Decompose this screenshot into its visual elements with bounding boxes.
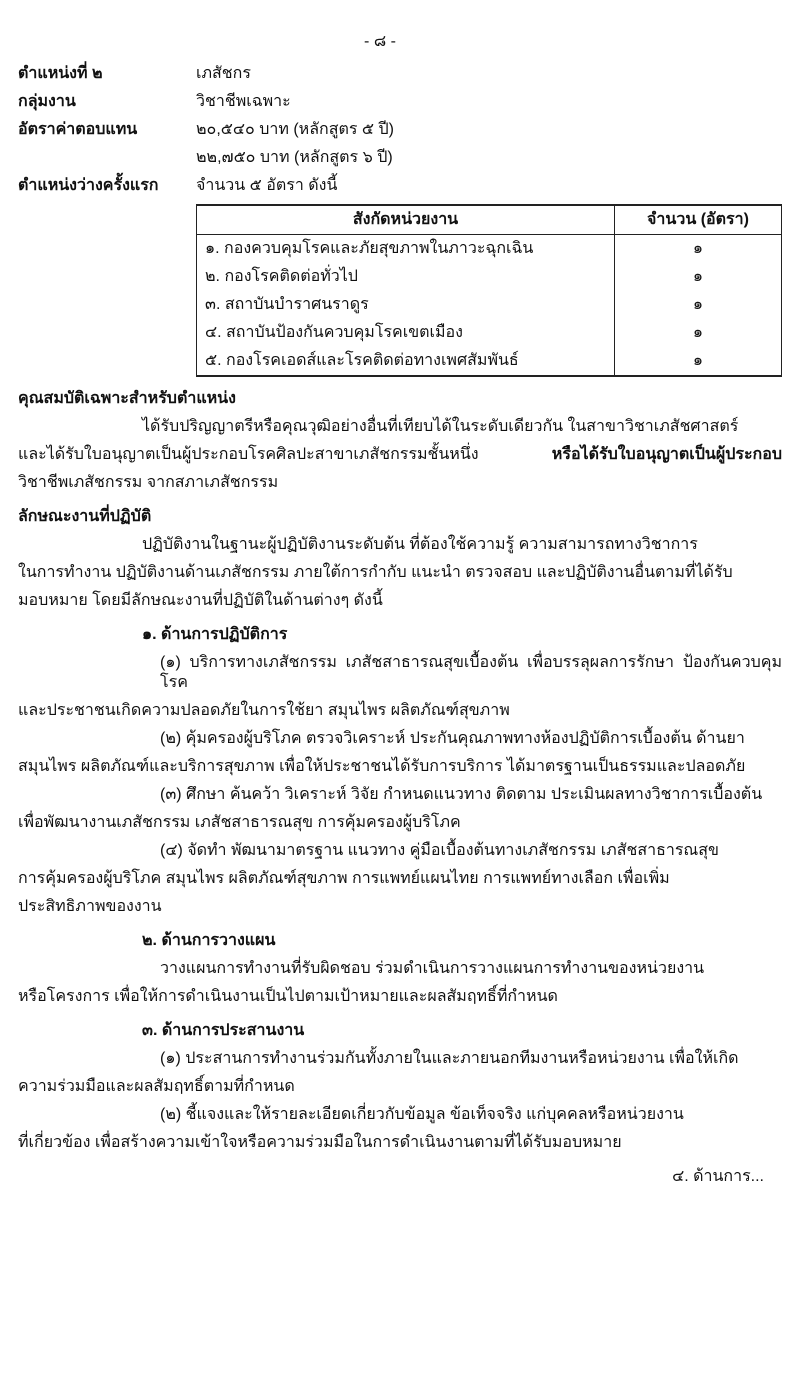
section-1-line: (๒) คุ้มครองผู้บริโภค ตรวจวิเคราะห์ ประกันคุณภาพทางห้องปฏิบัติการเบื้องต้น ด้านยา: [160, 730, 745, 747]
vacancy-row: [18, 176, 782, 196]
qualifications-line: [18, 445, 782, 465]
section-3-line: (๒) ชี้แจงและให้รายละเอียดเกี่ยวกับข้อมูล ข้อเท็จจริง แก่บุคคลหรือหน่วยงาน: [160, 1106, 684, 1123]
section-3-line: (๑) ประสานการทำงานร่วมกันทั้งภายในและภายนอกทีมงานหรือหน่วยงาน เพื่อให้เกิด: [160, 1050, 739, 1067]
count-cell: ๑: [615, 235, 782, 264]
section-3-heading: ๓. ด้านการประสานงาน: [142, 1022, 305, 1039]
vacancy-value: จำนวน ๕ อัตรา ดังนี้: [196, 177, 338, 194]
duties-heading: ลักษณะงานที่ปฏิบัติ: [18, 508, 152, 525]
qualifications-or-text: หรือได้รับใบอนุญาตเป็นผู้ประกอบ: [551, 446, 782, 463]
pay-value-2: ๒๒,๗๕๐ บาท (หลักสูตร ๖ ปี): [196, 149, 393, 166]
section-1-line: (๔) จัดทำ พัฒนามาตรฐาน แนวทาง คู่มือเบื้องต้นทางเภสัชกรรม เภสัชสาธารณสุข: [160, 842, 719, 859]
count-cell: ๑: [615, 291, 782, 319]
table-row: [197, 263, 782, 291]
vacancy-table: [196, 204, 782, 377]
section-2-heading: ๒. ด้านการวางแผน: [142, 932, 276, 949]
group-value: วิชาชีพเฉพาะ: [196, 93, 291, 110]
table-row: [197, 319, 782, 347]
header-count: จำนวน (อัตรา): [615, 205, 782, 235]
section-3-line: ที่เกี่ยวข้อง เพื่อสร้างความเข้าใจหรือความร่วมมือในการดำเนินงานตามที่ได้รับมอบหมาย: [18, 1134, 622, 1151]
unit-cell: ๓. สถาบันบำราศนราดูร: [197, 291, 615, 319]
section-1-line: การคุ้มครองผู้บริโภค สมุนไพร ผลิตภัณฑ์สุขภาพ การแพทย์แผนไทย การแพทย์ทางเลือก เพื่อเพิ่ม: [18, 870, 670, 887]
duties-line: มอบหมาย โดยมีลักษณะงานที่ปฏิบัติในด้านต่างๆ ดังนี้: [18, 592, 383, 609]
continued-note: ๔. ด้านการ...: [672, 1168, 764, 1185]
unit-cell: ๕. กองโรคเอดส์และโรคติดต่อทางเพศสัมพันธ์: [197, 347, 615, 376]
unit-cell: ๒. กองโรคติดต่อทั่วไป: [197, 263, 615, 291]
count-cell: ๑: [615, 347, 782, 376]
qualifications-heading: คุณสมบัติเฉพาะสำหรับตำแหน่ง: [18, 390, 236, 407]
count-cell: ๑: [615, 263, 782, 291]
section-1-line: (๓) ศึกษา ค้นคว้า วิเคราะห์ วิจัย กำหนดแนวทาง ติดตาม ประเมินผลทางวิชาการเบื้องต้น: [160, 786, 763, 803]
duties-line: ในการทำงาน ปฏิบัติงานด้านเภสัชกรรม ภายใต้การกำกับ แนะนำ ตรวจสอบ และปฏิบัติงานอื่นตามที่ได้รับ: [18, 564, 733, 581]
vacancy-label: ตำแหน่งว่างครั้งแรก: [18, 177, 159, 194]
section-1-line: (๑) บริการทางเภสัชกรรม เภสัชสาธารณสุขเบื้องต้น เพื่อบรรลุผลการรักษา ป้องกันควบคุมโรค: [160, 654, 782, 691]
table-header: [197, 205, 782, 235]
group-label: กลุ่มงาน: [18, 93, 76, 110]
section-1-line: ประสิทธิภาพของงาน: [18, 898, 162, 915]
section-2-line: หรือโครงการ เพื่อให้การดำเนินงานเป็นไปตามเป้าหมายและผลสัมฤทธิ์ที่กำหนด: [18, 988, 558, 1005]
unit-cell: ๔. สถาบันป้องกันควบคุมโรคเขตเมือง: [197, 319, 615, 347]
position-row: [18, 64, 782, 84]
section-1-line: และประชาชนเกิดความปลอดภัยในการใช้ยา สมุนไพร ผลิตภัณฑ์สุขภาพ: [18, 702, 510, 719]
table-row: [197, 291, 782, 319]
page-number: - ๘ -: [364, 33, 396, 50]
pay-row: [18, 120, 782, 168]
table-row: [197, 235, 782, 264]
pay-value-1: ๒๐,๕๔๐ บาท (หลักสูตร ๕ ปี): [196, 121, 394, 138]
position-label: ตำแหน่งที่ ๒: [18, 65, 103, 82]
qualifications-text: และได้รับใบอนุญาตเป็นผู้ประกอบโรคศิลปะสาขาเภสัชกรรมชั้นหนึ่ง: [18, 446, 479, 463]
position-value: เภสัชกร: [196, 65, 251, 82]
qualifications-line: วิชาชีพเภสัชกรรม จากสภาเภสัชกรรม: [18, 474, 279, 491]
section-1-heading: ๑. ด้านการปฏิบัติการ: [142, 626, 288, 643]
pay-label: อัตราค่าตอบแทน: [18, 121, 138, 138]
duties-line: ปฏิบัติงานในฐานะผู้ปฏิบัติงานระดับต้น ที่ต้องใช้ความรู้ ความสามารถทางวิชาการ: [142, 536, 698, 553]
section-1-line: สมุนไพร ผลิตภัณฑ์และบริการสุขภาพ เพื่อให้ประชาชนได้รับการบริการ ได้มาตรฐานเป็นธรรมและปลอดภัย: [18, 758, 746, 775]
section-1-line: เพื่อพัฒนางานเภสัชกรรม เภสัชสาธารณสุข การคุ้มครองผู้บริโภค: [18, 814, 461, 831]
unit-cell: ๑. กองควบคุมโรคและภัยสุขภาพในภาวะฉุกเฉิน: [197, 235, 615, 264]
section-3-line: ความร่วมมือและผลสัมฤทธิ์ตามที่กำหนด: [18, 1078, 295, 1095]
qualifications-line: ได้รับปริญญาตรีหรือคุณวุฒิอย่างอื่นที่เทียบได้ในระดับเดียวกัน ในสาขาวิชาเภสัชศาสตร์: [142, 418, 739, 435]
section-2-line: วางแผนการทำงานที่รับผิดชอบ ร่วมดำเนินการวางแผนการทำงานของหน่วยงาน: [160, 960, 705, 977]
count-cell: ๑: [615, 319, 782, 347]
group-row: [18, 92, 782, 112]
header-unit: สังกัดหน่วยงาน: [197, 205, 615, 235]
table-row: [197, 347, 782, 376]
